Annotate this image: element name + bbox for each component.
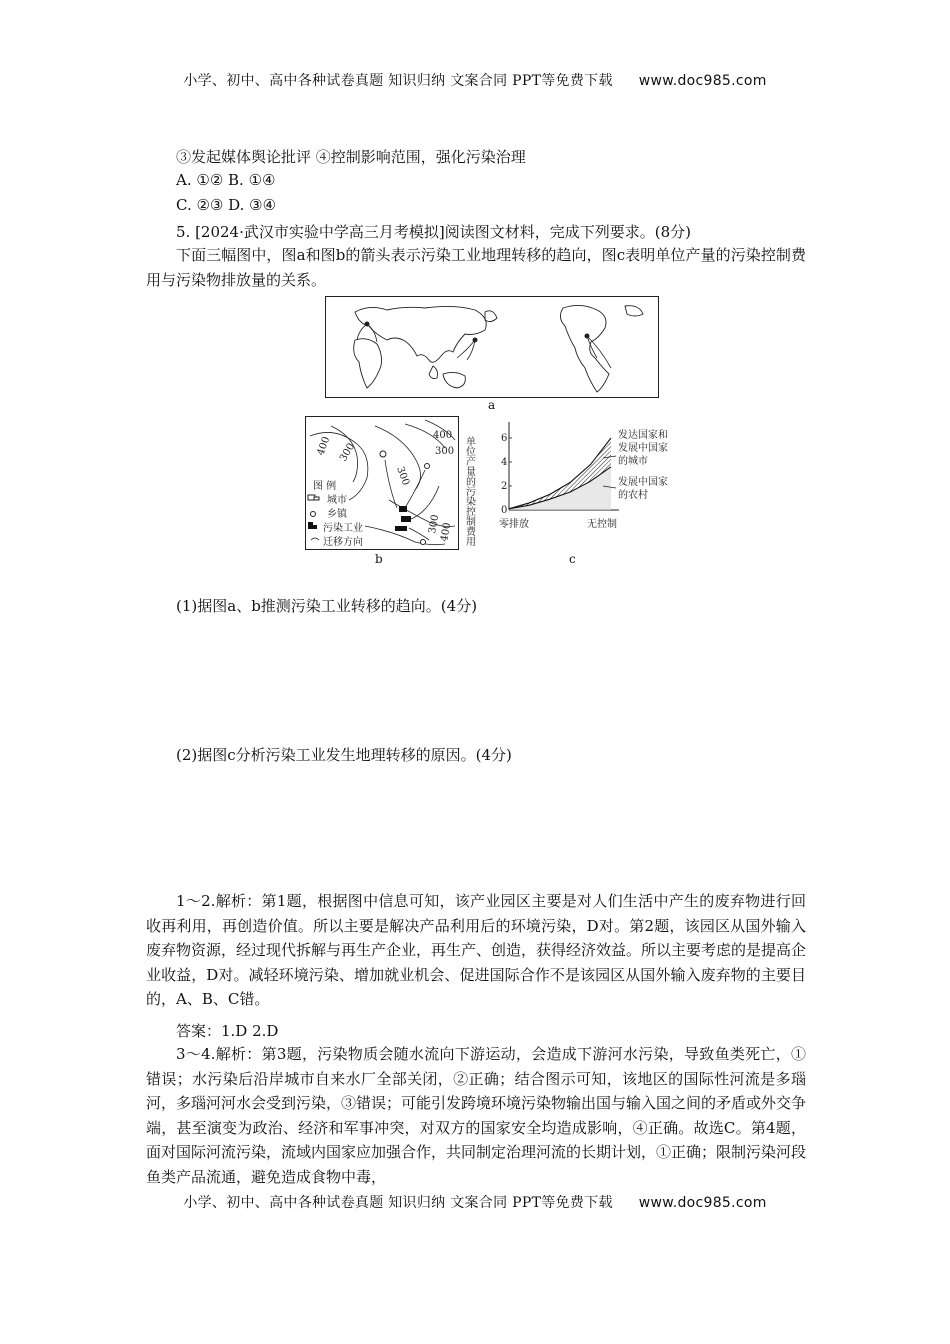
b-legend-city: 城市 bbox=[327, 495, 347, 506]
c-x-tick-label: 零排放 bbox=[499, 519, 529, 530]
figure-a-caption: a bbox=[488, 398, 496, 412]
analysis-3-4: 3～4.解析：第3题，污染物质会随水流向下游运动，会造成下游河水污染，导致鱼类死亡，①错误；水污染后沿岸城市自来水厂全部关闭，②正确；结合图示可知，该地区的国际性河流是多瑙河，多瑙河河水会受到污染，③错误；可能引发跨境环境污染物输出国与输入国之间的矛盾或外交争端，甚至演变为政治、经济和军事冲突，对双方的国家安全均造成影响，④正确。故选C。第4题，面对国际河流污染，流域内国家应加强合作，共同制定治理河流的长期计划，①正确；限制污染河段鱼类产品流通，避免造成食物中毒， bbox=[146, 1045, 807, 1186]
footer-site[interactable]: www.doc985.com bbox=[638, 1195, 767, 1211]
b-contour-label: 300 bbox=[427, 513, 442, 535]
choice-row-1: A. ①② B. ①④ bbox=[176, 171, 276, 189]
c-y-tick-label: 0 bbox=[501, 505, 508, 516]
figure-b-caption: b bbox=[375, 552, 383, 566]
header-text: 小学、初中、高中各种试卷真题 知识归纳 文案合同 PPT等免费下载 bbox=[183, 73, 613, 89]
footer-text: 小学、初中、高中各种试卷真题 知识归纳 文案合同 PPT等免费下载 bbox=[183, 1195, 613, 1211]
b-contour-label: 400 bbox=[439, 521, 454, 543]
question-5-intro: 下面三幅图中，图a和图b的箭头表示污染工业地理转移的趋向，图c表明单位产量的污染控制费用与污染物排放量的关系。 bbox=[146, 246, 806, 289]
answer-1-2: 答案：1.D 2.D bbox=[176, 1022, 279, 1040]
c-annotation: 的城市 bbox=[618, 456, 648, 467]
sub-question-1: (1)据图a、b推测污染工业转移的趋向。(4分) bbox=[176, 597, 478, 615]
b-legend-title: 图 例 bbox=[313, 481, 337, 492]
figure-a-world-map bbox=[325, 296, 659, 398]
choice-row-2: C. ②③ D. ③④ bbox=[176, 196, 277, 214]
c-y-tick-label: 6 bbox=[501, 433, 508, 444]
analysis-1-2: 1～2.解析：第1题，根据图中信息可知，该产业园区主要是对人们生活中产生的废弃物进行回收再利用，再创造价值。所以主要是解决产品利用后的环境污染，D对。第2题，该园区从国外输入废弃物资源，经过现代拆解与再生产企业，再生产、创造，获得经济效益。所以主要考虑的是提高企业收益，D对。减轻环境污染、增加就业机会、促进国际合作不是该园区从国外输入废弃物的主要目的，A、B、C错。 bbox=[146, 892, 807, 1008]
b-contour-label: 300 bbox=[435, 446, 455, 457]
c-annotation: 发达国家和 bbox=[618, 430, 668, 441]
c-annotation: 的农村 bbox=[618, 490, 648, 501]
c-y-tick-label: 2 bbox=[501, 481, 508, 492]
figure-c-chart bbox=[463, 416, 723, 546]
b-legend-industry: 污染工业 bbox=[323, 523, 363, 534]
figure-b-contour-map bbox=[305, 416, 459, 550]
figure-c-caption: c bbox=[569, 552, 576, 566]
b-legend-town: 乡镇 bbox=[327, 509, 347, 520]
chart-c-ylabel: 单位产量的污染控制费用 bbox=[463, 436, 475, 546]
c-annotation: 发展中国家 bbox=[618, 477, 668, 488]
b-contour-label: 400 bbox=[315, 435, 333, 458]
page-footer bbox=[0, 1192, 950, 1212]
b-legend-direction: 迁移方向 bbox=[323, 537, 363, 548]
c-x-tick-label: 无控制 bbox=[587, 519, 617, 530]
question-5-title: 5. [2024·武汉市实验中学高三月考模拟]阅读图文材料，完成下列要求。(8分) bbox=[176, 223, 691, 241]
b-contour-label: 300 bbox=[394, 465, 412, 487]
b-contour-label: 300 bbox=[338, 441, 358, 464]
header-site[interactable]: www.doc985.com bbox=[638, 73, 767, 89]
page-header bbox=[0, 70, 950, 90]
b-contour-label: 400 bbox=[433, 430, 453, 441]
c-y-tick-label: 4 bbox=[501, 457, 508, 468]
sub-question-2: (2)据图c分析污染工业发生地理转移的原因。(4分) bbox=[176, 746, 512, 764]
options-line: ③发起媒体舆论批评 ④控制影响范围，强化污染治理 bbox=[176, 148, 526, 166]
c-annotation: 发展中国家 bbox=[618, 443, 668, 454]
